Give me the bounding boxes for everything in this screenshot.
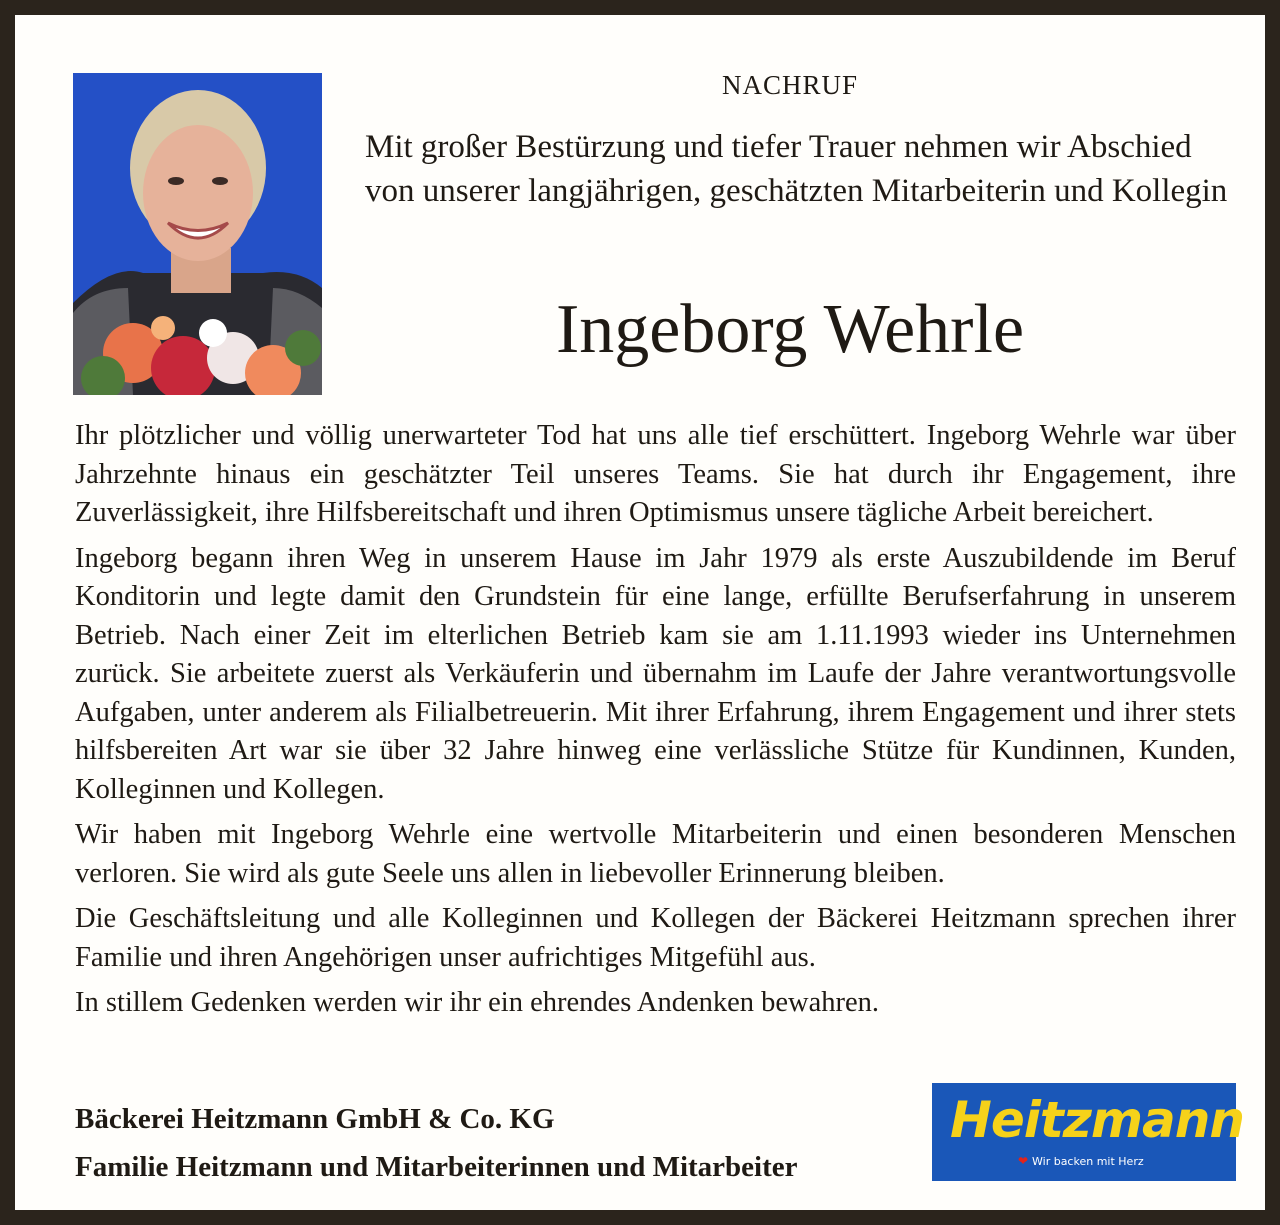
- portrait-photo: [73, 73, 322, 395]
- body-paragraph: Wir haben mit Ingeborg Wehrle eine wertvolle Mitarbeiterin und einen besonderen Menschen verloren. Sie wird als gute Seele uns allen in liebevoller Erinnerung bleiben.: [75, 819, 1236, 889]
- signature-company: Bäckerei Heitzmann GmbH & Co. KG: [75, 1103, 555, 1135]
- heitzmann-logo: [932, 1083, 1244, 1181]
- heart-icon: ❤: [1018, 1154, 1029, 1168]
- signature-block: [75, 1095, 798, 1191]
- signature-family: Familie Heitzmann und Mitarbeiterinnen und Mitarbeiter: [75, 1151, 798, 1183]
- obituary-body: [75, 417, 1236, 1030]
- notice-headline: NACHRUF: [721, 70, 859, 100]
- intro-text: Mit großer Bestürzung und tiefer Trauer nehmen wir Abschied von unserer langjährigen, geschätzten Mitarbeiterin und Kollegin: [365, 129, 1228, 209]
- body-paragraph: Die Geschäftsleitung und alle Kolleginnen und Kollegen der Bäckerei Heitzmann sprechen ihrer Familie und ihren Angehörigen unser aufrichtiges Mitgefühl aus.: [75, 903, 1236, 973]
- body-paragraph: Ingeborg begann ihren Weg in unserem Hause im Jahr 1979 als erste Auszubildende im Beruf Konditorin und legte damit den Grundstein für eine lange, erfüllte Berufserfahrung in unserem Betrieb. Nach einer Zeit im elterlichen Betrieb kam sie am 1.11.1993 wieder ins Unternehmen zurück. Sie arbeitete zuerst als Verkäuferin und übernahm im Laufe der Jahre verantwortungsvolle Aufgaben, unter anderem als Filialbetreuerin. Mit ihrer Erfahrung, ihrem Engagement und ihrer stets hilfsbereiten Art war sie über 32 Jahre hinweg eine verlässliche Stütze für Kundinnen, Kunden, Kolleginnen und Kollegen.: [75, 542, 1236, 805]
- logo-wordmark: Heitzmann: [950, 1091, 1244, 1149]
- body-paragraph: Ihr plötzlicher und völlig unerwarteter Tod hat uns alle tief erschüttert. Ingeborg Wehrle war über Jahrzehnte hinaus ein geschätzter Teil unseres Teams. Sie hat durch ihr Engagement, ihre Zuverlässigkeit, ihre Hilfsbereitschaft und ihren Optimismus unsere tägliche Arbeit bereichert.: [75, 420, 1236, 528]
- logo-slogan: Wir backen mit Herz: [1032, 1155, 1144, 1168]
- deceased-name: Ingeborg Wehrle: [555, 291, 1025, 368]
- body-paragraph: In stillem Gedenken werden wir ihr ein ehrendes Andenken bewahren.: [75, 987, 880, 1018]
